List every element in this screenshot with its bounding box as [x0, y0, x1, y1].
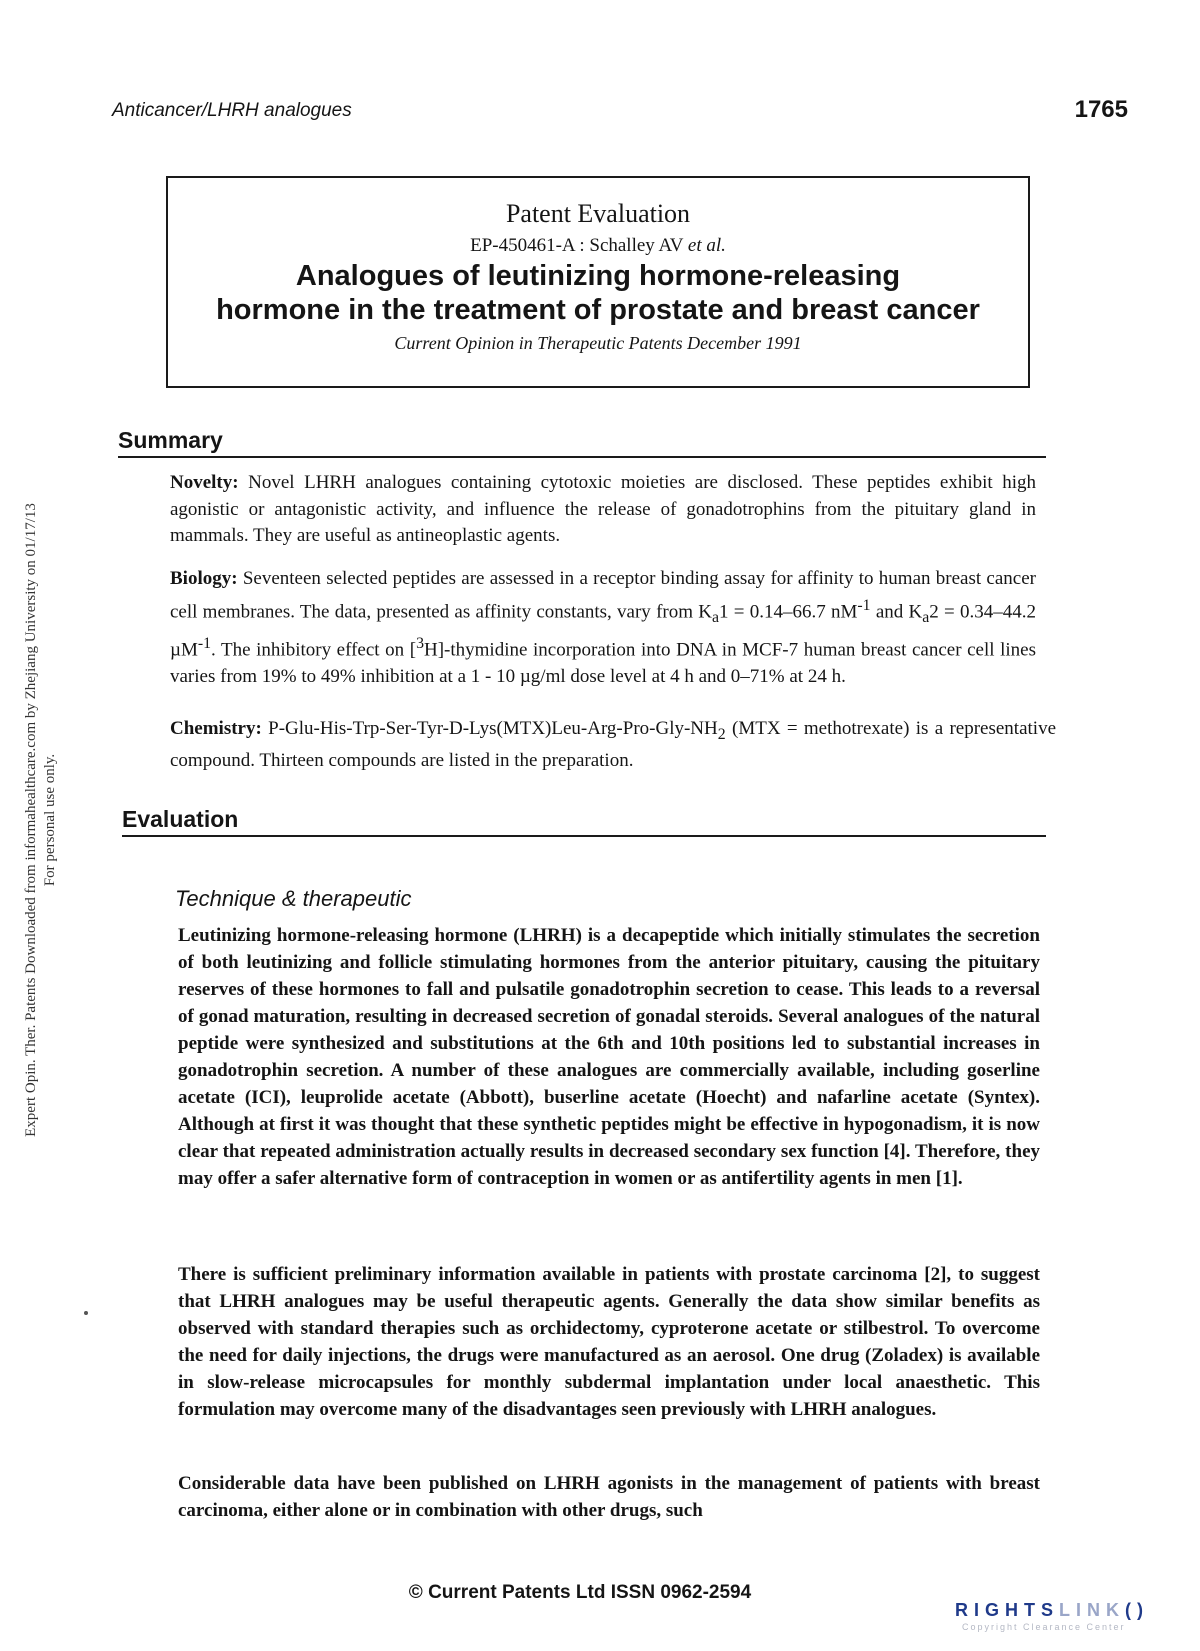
- biology-paragraph: Biology: Seventeen selected peptides are assessed in a receptor binding assay for affinity to human breast cancer cell membranes. The data, presented as affinity constants, vary from $K_a1 = 0.14-66.7$ $nM^{-1}$ and $K_a2 = 0.34-44.2$ µM$^{-1}$. The inhibitory effect on [$^3$H]-thymidine incorporation into DNA in MCF-7 human breast cancer cell lines varies from 19% to 49% inhibition at a 1 - 10 µg/ml dose level at 4 h and 0–71% at 24 h.: [170, 568, 1037, 687]
- summary-heading: Summary: [118, 427, 223, 453]
- summary-rule: [118, 456, 1046, 458]
- evaluation-paragraph-1: Leutinizing hormone-releasing hormone (LHRH) is a decapeptide which initially stimulates the secretion of both leutinizing and follicle stimulating hormones from the anterior pituitary, causing the pituitary reserves of these hormones to fall and pulsatile gonadotrophin secretion to cease. This leads to a reversal of gonad maturation, resulting in decreased secretion of gonadal steroids. Several analogues of the natural peptide were synthesized and substitutions at the 6th and 10th positions led to substantial increases in gonadotrophin secretion. A number of these analogues are commercially available, including goserline acetate (ICI), leuprolide acetate (Abbott), buserline acetate (Hoecht) and nafarline acetate (Syntex). Although at first it was thought that these synthetic peptides might be effective in hypogonadism, it is now clear that repeated administration actually results in decreased secondary sex function [4]. Therefore, they may offer a safer alternative form of contraception in women or as antifertility agents in men [1].: [178, 925, 1040, 1189]
- box-label: Patent Evaluation: [505, 199, 691, 228]
- evaluation-paragraph-3: Considerable data have been published on LHRH agonists in the management of patients with breast carcinoma, either alone or in combination with other drugs, such: [178, 1473, 1040, 1521]
- scan-speck: [84, 1311, 88, 1315]
- download-watermark: [22, 460, 60, 1180]
- patent-title-box: [166, 176, 1030, 388]
- page-number: 1765: [1074, 96, 1128, 123]
- novelty-paragraph: Novelty: Novel LHRH analogues containing cytotoxic moieties are disclosed. These peptides exhibit high agonistic or antagonistic activity, and influence the release of gonadotrophins from the pituitary gland in mammals. They are useful as antineoplastic agents.: [170, 472, 1036, 546]
- title-line-2: hormone in the treatment of prostate and breast cancer: [216, 294, 980, 326]
- chemistry-paragraph: Chemistry: $P-Glu-His-Trp-Ser-Tyr-D-Lys(MTX)Leu-Arg-Pro-Gly-NH_2$ (MTX = methotrexate) is a representative compound. Thirteen compounds are listed in the preparation.: [170, 718, 1056, 772]
- copyright-footer: © Current Patents Ltd ISSN 0962-2594: [408, 1582, 752, 1603]
- watermark-line-2: For personal use only.: [42, 753, 58, 887]
- watermark-line-1: Expert Opin. Ther. Patents Downloaded from informahealthcare.com by Zhejiang University on 01/17/13: [23, 503, 39, 1137]
- rightslink-tagline: Copyright Clearance Center: [962, 1622, 1126, 1632]
- article-title: [168, 259, 1028, 327]
- source-citation: Current Opinion in Therapeutic Patents December 1991: [394, 333, 802, 353]
- evaluation-paragraph-2: There is sufficient preliminary information available in patients with prostate carcinoma [2], to suggest that LHRH analogues may be useful therapeutic agents. Generally the data show similar benefits as observed with standard therapies such as orchidectomy, cyproterone acetate or stilbestrol. To overcome the need for daily injections, the drugs were manufactured as an aerosol. One drug (Zoladex) is available in slow-release microcapsules for monthly subdermal implantation under local anaesthetic. This formulation may overcome many of the disadvantages seen previously with LHRH analogues.: [178, 1264, 1040, 1420]
- technique-subheading: Technique & therapeutic: [175, 886, 412, 911]
- rightslink-mark-icon: (): [1125, 1600, 1150, 1620]
- patent-id: EP-450461-A : Schalley AV et al.: [470, 235, 726, 256]
- rightslink-logo[interactable]: RIGHTSLINK(): [955, 1600, 1150, 1620]
- title-line-1: Analogues of leutinizing hormone-releasing: [295, 260, 901, 292]
- evaluation-rule: [122, 835, 1046, 837]
- running-head: Anticancer/LHRH analogues: [112, 100, 352, 121]
- evaluation-heading: Evaluation: [122, 806, 239, 832]
